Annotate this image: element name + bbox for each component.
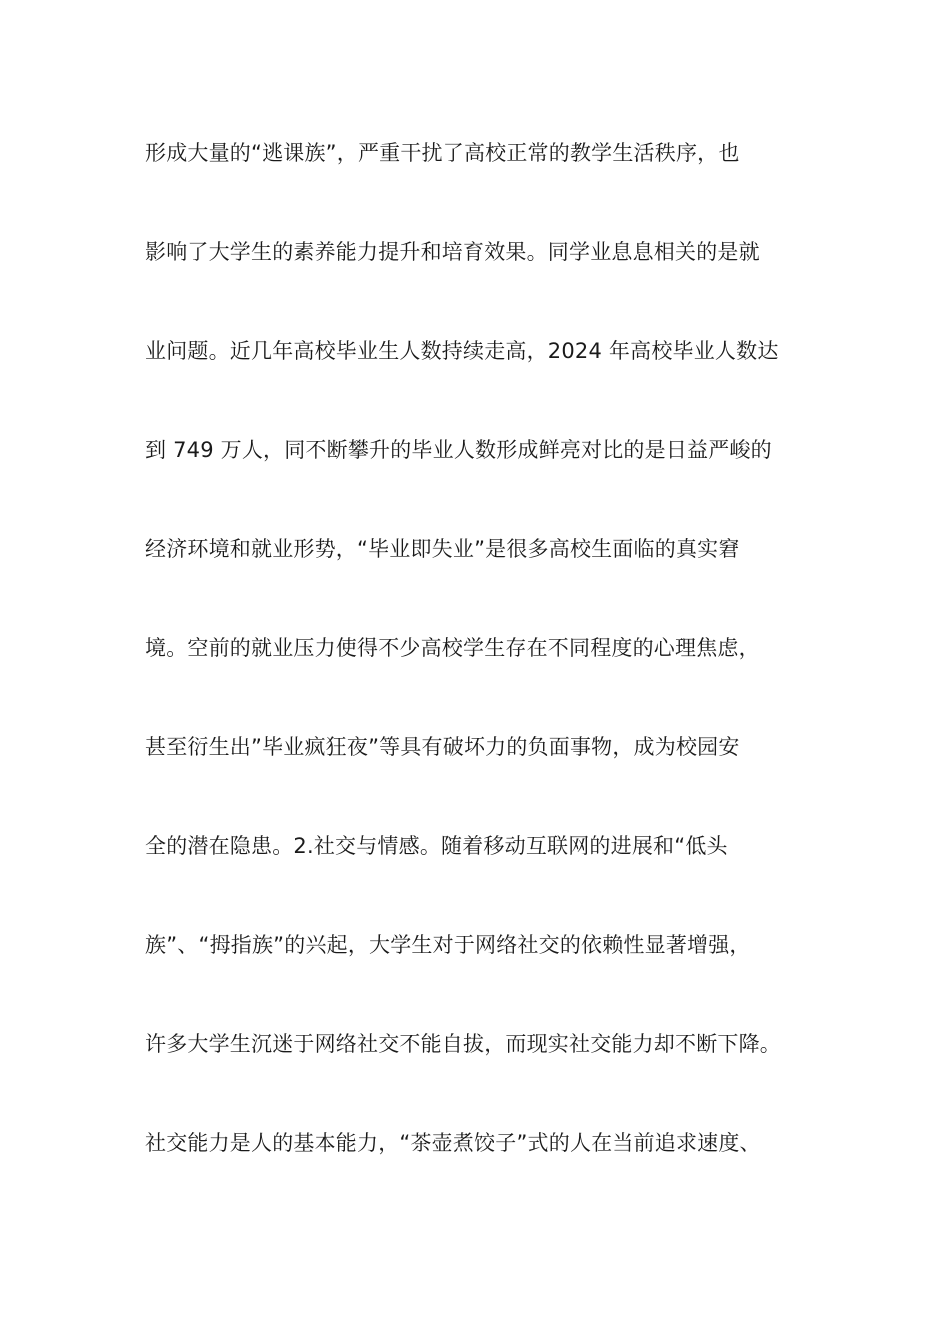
text-line: 全的潜在隐患。2.社交与情感。随着移动互联网的进展和“低头 — [145, 834, 728, 858]
text-line: 社交能力是人的基本能力，“茶壶煮饺子”式的人在当前追求速度、 — [145, 1131, 761, 1155]
text-line: 经济环境和就业形势，“毕业即失业”是很多高校生面临的真实窘 — [145, 537, 740, 561]
text-line: 境。空前的就业压力使得不少高校学生存在不同程度的心理焦虑， — [145, 636, 760, 660]
text-line: 形成大量的“逃课族”，严重干扰了高校正常的教学生活秩序，也 — [145, 141, 740, 165]
text-line: 甚至衍生出”毕业疯狂夜”等具有破坏力的负面事物，成为校园安 — [145, 735, 740, 759]
text-line: 许多大学生沉迷于网络社交不能自拔，而现实社交能力却不断下降。 — [145, 1032, 781, 1056]
text-line: 到 749 万人，同不断攀升的毕业人数形成鲜亮对比的是日益严峻的 — [145, 438, 772, 462]
text-line: 族”、“拇指族”的兴起，大学生对于网络社交的依赖性显著增强， — [145, 933, 751, 957]
text-line: 业问题。近几年高校毕业生人数持续走高，2024 年高校毕业人数达 — [145, 339, 779, 363]
text-line: 影响了大学生的素养能力提升和培育效果。同学业息息相关的是就 — [145, 240, 760, 264]
body-text — [145, 128, 835, 1217]
